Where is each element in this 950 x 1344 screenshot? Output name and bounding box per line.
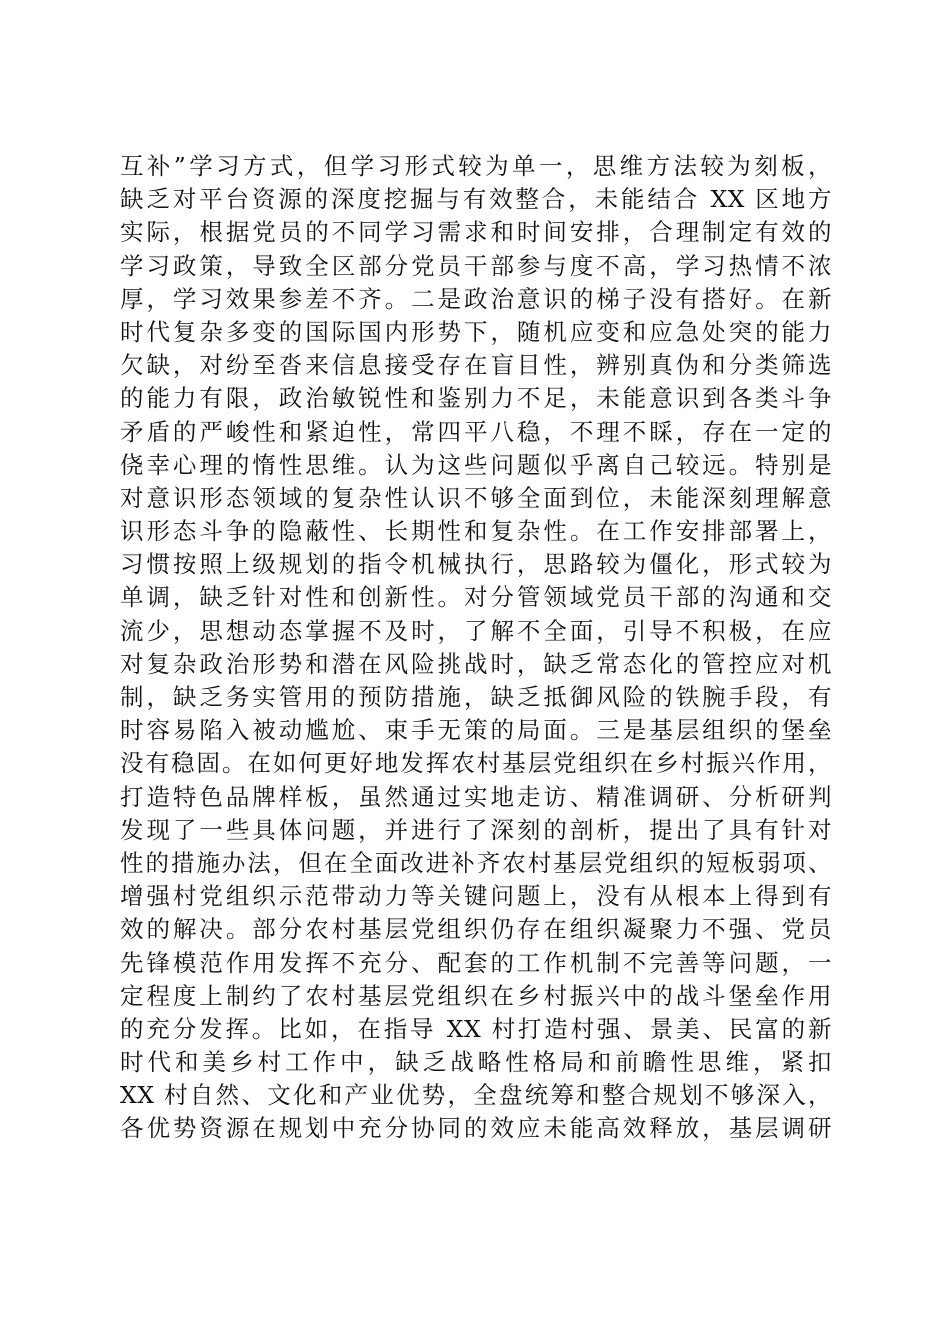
text-line: 时代和美乡村工作中，缺乏战略性格局和前瞻性思维，紧扣 xyxy=(120,1048,832,1077)
text-line: 时容易陷入被动尴尬、束手无策的局面。三是基层组织的堡垒 xyxy=(120,716,832,745)
text-line: 对意识形态领域的复杂性认识不够全面到位，未能深刻理解意 xyxy=(120,483,832,512)
text-line: 没有稳固。在如何更好地发挥农村基层党组织在乡村振兴作用， xyxy=(120,749,832,778)
text-line: 各优势资源在规划中充分协同的效应未能高效释放，基层调研 xyxy=(120,1114,832,1143)
text-line: 对复杂政治形势和潜在风险挑战时，缺乏常态化的管控应对机 xyxy=(120,649,832,678)
text-line: 实际，根据党员的不同学习需求和时间安排，合理制定有效的 xyxy=(120,218,832,247)
text-line: 性的措施办法，但在全面改进补齐农村基层党组织的短板弱项、 xyxy=(120,848,832,877)
text-line: 厚，学习效果参差不齐。二是政治意识的梯子没有搭好。在新 xyxy=(120,284,832,313)
text-line: 打造特色品牌样板，虽然通过实地走访、精准调研、分析研判 xyxy=(120,782,832,811)
text-line: 制，缺乏务实管用的预防措施，缺乏抵御风险的铁腕手段，有 xyxy=(120,683,832,711)
text-line: 缺乏对平台资源的深度挖掘与有效整合，未能结合 XX 区地方 xyxy=(120,185,832,214)
text-line: 流少，思想动态掌握不及时，了解不全面，引导不积极，在应 xyxy=(120,616,832,645)
text-line: 欠缺，对纷至沓来信息接受存在盲目性，辨别真伪和分类筛选 xyxy=(120,351,832,380)
text-line: 增强村党组织示范带动力等关键问题上，没有从根本上得到有 xyxy=(120,882,832,911)
text-line: 矛盾的严峻性和紧迫性，常四平八稳，不理不睬，存在一定的 xyxy=(120,417,832,446)
text-line: 时代复杂多变的国际国内形势下，随机应变和应急处突的能力 xyxy=(120,317,832,346)
text-line: 识形态斗争的隐蔽性、长期性和复杂性。在工作安排部署上， xyxy=(120,517,832,546)
text-line: 发现了一些具体问题，并进行了深刻的剖析，提出了具有针对 xyxy=(120,815,832,844)
text-line: 学习政策，导致全区部分党员干部参与度不高，学习热情不浓 xyxy=(120,251,832,280)
text-line: XX 村自然、文化和产业优势，全盘统筹和整合规划不够深入， xyxy=(120,1081,832,1110)
text-line: 习惯按照上级规划的指令机械执行，思路较为僵化，形式较为 xyxy=(120,550,832,579)
text-line: 先锋模范作用发挥不充分、配套的工作机制不完善等问题，一 xyxy=(120,948,832,977)
text-line: 的充分发挥。比如，在指导 XX 村打造村强、景美、民富的新 xyxy=(120,1014,832,1043)
text-line: 互补”学习方式，但学习形式较为单一，思维方法较为刻板， xyxy=(120,152,832,180)
body-text xyxy=(120,150,832,1146)
text-line: 效的解决。部分农村基层党组织仍存在组织凝聚力不强、党员 xyxy=(120,915,832,944)
text-line: 的能力有限，政治敏锐性和鉴别力不足，未能意识到各类斗争 xyxy=(120,384,832,413)
text-line: 单调，缺乏针对性和创新性。对分管领域党员干部的沟通和交 xyxy=(120,583,832,612)
text-line: 侥幸心理的惰性思维。认为这些问题似乎离自己较远。特别是 xyxy=(120,450,832,479)
text-line: 定程度上制约了农村基层党组织在乡村振兴中的战斗堡垒作用 xyxy=(120,981,832,1010)
